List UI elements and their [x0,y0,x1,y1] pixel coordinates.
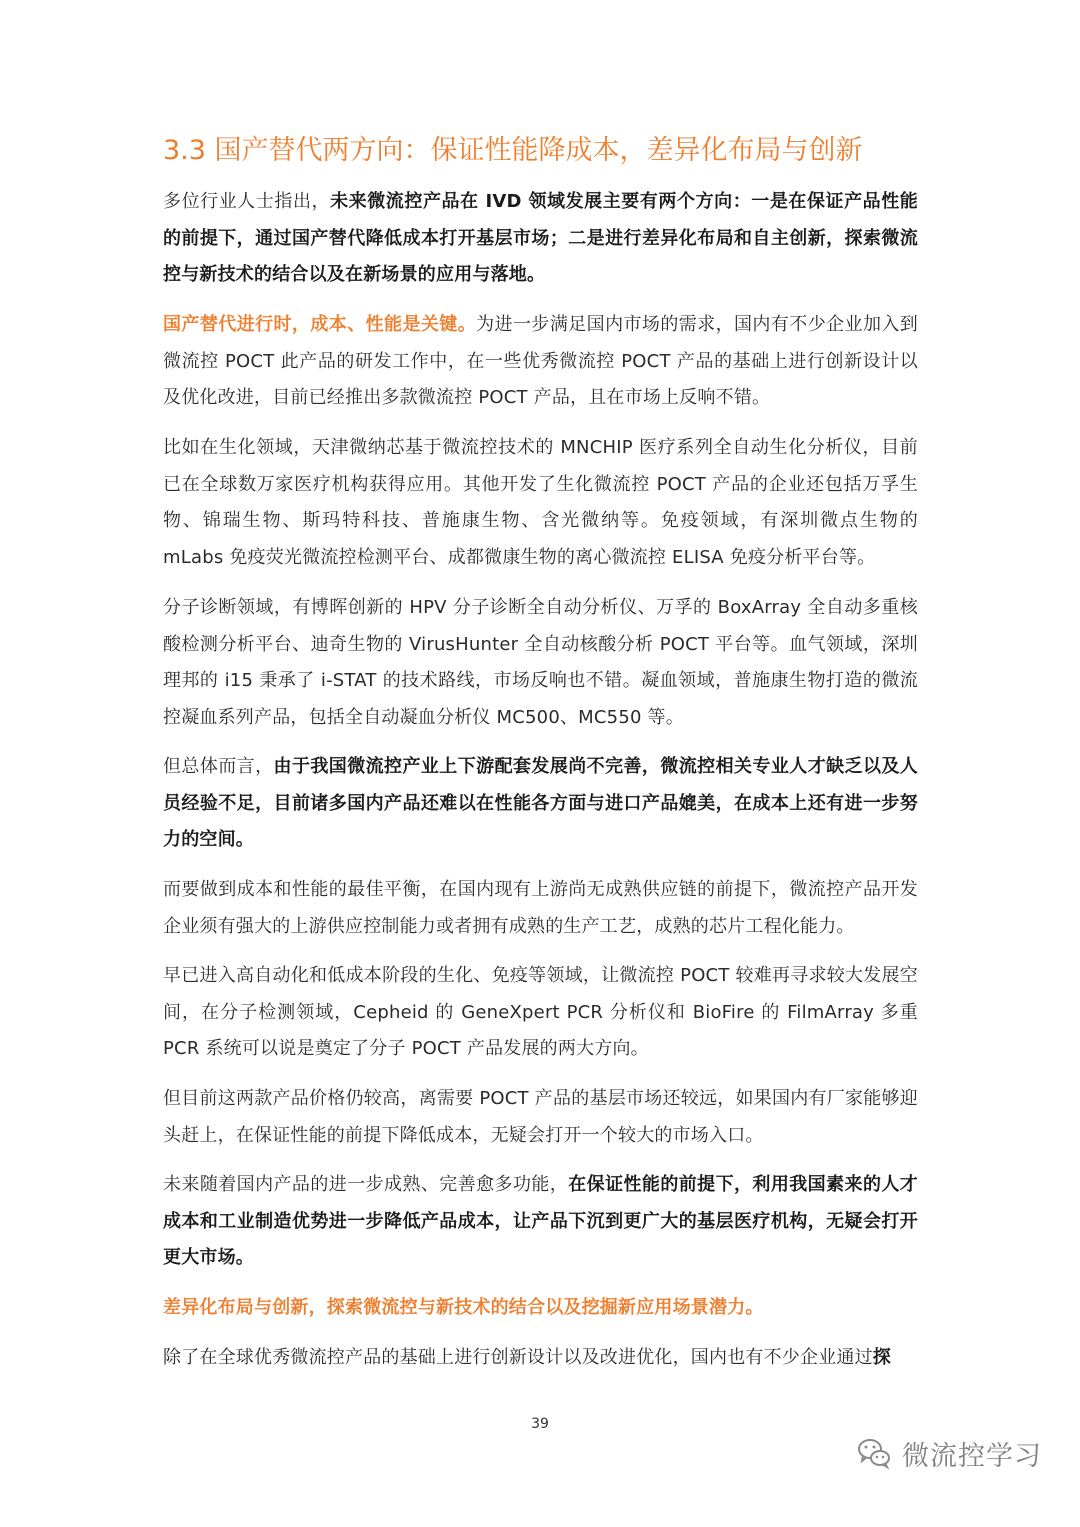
bold-text: 未来微流控产品在 IVD 领域发展主要有两个方向：一是在保证产品性能的前提下，通过国产替代降低成本打开基层市场；二是进行差异化布局和自主创新，探索微流控与新技术的结合以及在新场景的应用与落地。 [163,191,918,286]
bold-text: 由于我国微流控产业上下游配套发展尚不完善，微流控相关专业人才缺乏以及人员经验不足，目前诸多国内产品还难以在性能各方面与进口产品媲美，在成本上还有进一步努力的空间。 [163,756,919,851]
paragraph-5 [163,749,918,859]
text-run: 为进一步满足国内市场的需求，国内有不少企业加入到微流控 POCT 此产品的研发工作中，在一些优秀微流控 POCT 产品的基础上进行创新设计以及优化改进，目前已经推出多款微流控 POCT 产品，且在市场上反响不错。 [163,314,918,409]
paragraph-1 [163,184,918,294]
section-heading: 3.3 国产替代两方向：保证性能降成本，差异化布局与创新 [163,135,863,166]
paragraph-9 [163,1167,918,1277]
paragraph-4: 分子诊断领域，有博晖创新的 HPV 分子诊断全自动分析仪、万孚的 BoxArray 全自动多重核酸检测分析平台、迪奇生物的 VirusHunter 全自动核酸分析 POCT 平台等。血气领域，深圳理邦的 i15 秉承了 i-STAT 的技术路线，市场反响也不错。凝血领域，普施康生物打造的微流控凝血系列产品，包括全自动凝血分析仪 MC500、MC550 等。 [163,597,918,728]
text-run: 但总体而言， [163,756,274,777]
paragraph-2 [163,307,918,417]
paragraph-3: 比如在生化领域，天津微纳芯基于微流控技术的 MNCHIP 医疗系列全自动生化分析仪，目前已在全球数万家医疗机构获得应用。其他开发了生化微流控 POCT 产品的企业还包括万孚生物、锦瑞生物、斯玛特科技、普施康生物、含光微纳等。免疫领域，有深圳微点生物的 mLabs 免疫荧光微流控检测平台、成都微康生物的离心微流控 ELISA 免疫分析平台等。 [163,437,918,568]
wechat-icon [856,1435,892,1471]
watermark-text: 微流控学习 [902,1440,1042,1472]
text-run: 除了在全球优秀微流控产品的基础上进行创新设计以及改进优化，国内也有不少企业通过 [163,1347,873,1368]
text-run: 多位行业人士指出， [163,191,331,212]
paragraph-10-orange: 差异化布局与创新，探索微流控与新技术的结合以及挖掘新应用场景潜力。 [163,1297,764,1318]
paragraph-6: 而要做到成本和性能的最佳平衡，在国内现有上游尚无成熟供应链的前提下，微流控产品开发企业须有强大的上游供应控制能力或者拥有成熟的生产工艺，成熟的芯片工程化能力。 [163,879,918,937]
orange-highlight: 国产替代进行时，成本、性能是关键。 [163,314,477,335]
paragraph-8: 但目前这两款产品价格仍较高，离需要 POCT 产品的基层市场还较远，如果国内有厂家能够迎头赶上，在保证性能的前提下降低成本，无疑会打开一个较大的市场入口。 [163,1088,918,1146]
paragraph-11 [163,1340,918,1377]
watermark [856,1435,1042,1471]
bold-text: 在保证性能的前提下，利用我国素来的人才成本和工业制造优势进一步降低产品成本，让产品下沉到更广大的基层医疗机构，无疑会打开更大市场。 [163,1174,918,1269]
paragraph-7: 早已进入高自动化和低成本阶段的生化、免疫等领域，让微流控 POCT 较难再寻求较大发展空间，在分子检测领域，Cepheid 的 GeneXpert PCR 分析仪和 BioFire 的 FilmArray 多重 PCR 系统可以说是奠定了分子 POCT 产品发展的两大方向。 [163,965,918,1060]
bold-text: 探 [872,1347,891,1368]
text-run: 未来随着国内产品的进一步成熟、完善愈多功能， [163,1174,569,1195]
page-number: 39 [531,1416,549,1432]
